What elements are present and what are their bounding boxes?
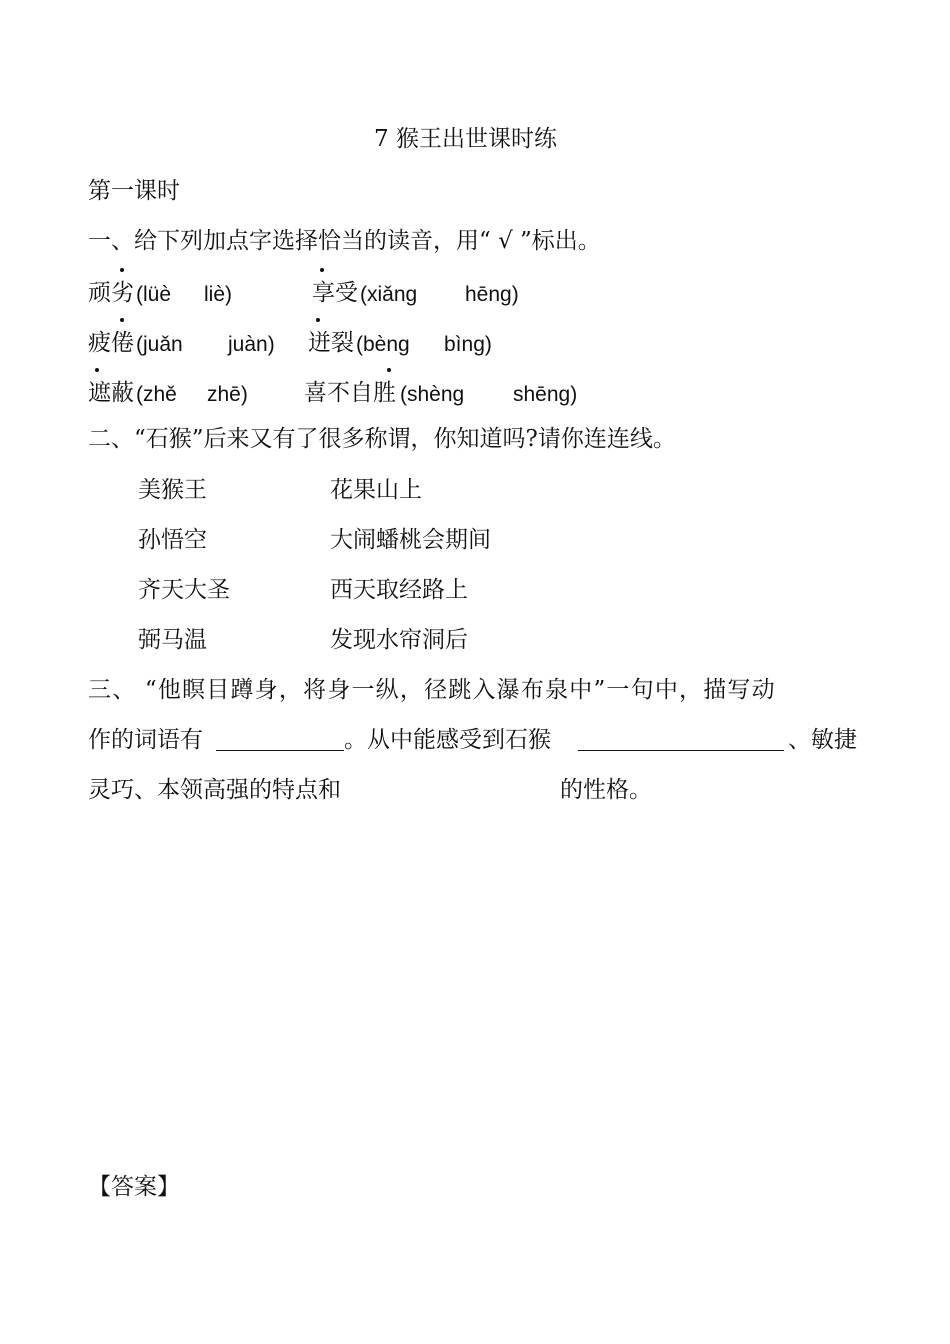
q3-blank-1[interactable] [216,728,344,751]
q1-option: (shèng [400,383,465,406]
q3-blank-2[interactable] [578,728,784,751]
q1-option: (xiǎng [360,283,418,306]
answer-label: 【答案】 [88,1174,180,1200]
q1-heading: 一、给下列加点字选择恰当的读音，用“ √ ”标出。 [88,228,601,254]
q1-option: (lüè [136,283,172,306]
emphasis-dot [120,268,124,272]
emphasis-dot [320,268,324,272]
lesson-label: 第一课时 [88,178,180,204]
q1-word: 顽劣 [88,280,134,306]
q3-text: 。从中能感受到石猴 [344,727,551,753]
q3-text: 灵巧、本领高强的特点和 [88,777,341,803]
emphasis-dot [95,368,99,372]
q2-right-item: 花果山上 [330,477,422,503]
q1-word: 享受 [312,280,358,306]
q3-text: 作的词语有 [88,727,203,753]
emphasis-dot [316,318,320,322]
q3-line: 三、 “他瞑目蹲身，将身一纵，径跳入瀑布泉中”一句中，描写动 [88,677,776,703]
q2-left-item: 齐天大圣 [138,577,230,603]
q2-left-item: 弼马温 [138,627,207,653]
q1-option: bìng) [444,333,492,356]
page-title: 7 猴王出世课时练 [374,126,557,152]
q1-option: (zhě [136,383,177,406]
q2-right-item: 发现水帘洞后 [330,627,468,653]
q1-option: hēng) [465,283,519,306]
q1-word: 迸裂 [308,330,354,356]
q1-word: 疲倦 [88,330,134,356]
q3-text: 、敏捷 [788,727,857,753]
q2-left-item: 孙悟空 [138,527,207,553]
q1-option: zhē) [207,383,248,406]
q1-word: 遮蔽 [88,380,134,406]
emphasis-dot [120,318,124,322]
q1-option: juàn) [228,333,275,356]
q1-option: (bèng [356,333,410,356]
q2-heading: 二、“石猴”后来又有了很多称谓，你知道吗?请你连连线。 [88,426,676,452]
q2-right-item: 西天取经路上 [330,577,468,603]
q1-option: shēng) [513,383,578,406]
emphasis-dot [387,368,391,372]
q2-right-item: 大闹蟠桃会期间 [330,527,491,553]
q3-text: 的性格。 [560,777,652,803]
q1-word: 喜不自胜 [304,380,396,406]
q1-option: liè) [204,283,233,306]
q2-left-item: 美猴王 [138,477,207,503]
q1-option: (juǎn [136,333,183,356]
